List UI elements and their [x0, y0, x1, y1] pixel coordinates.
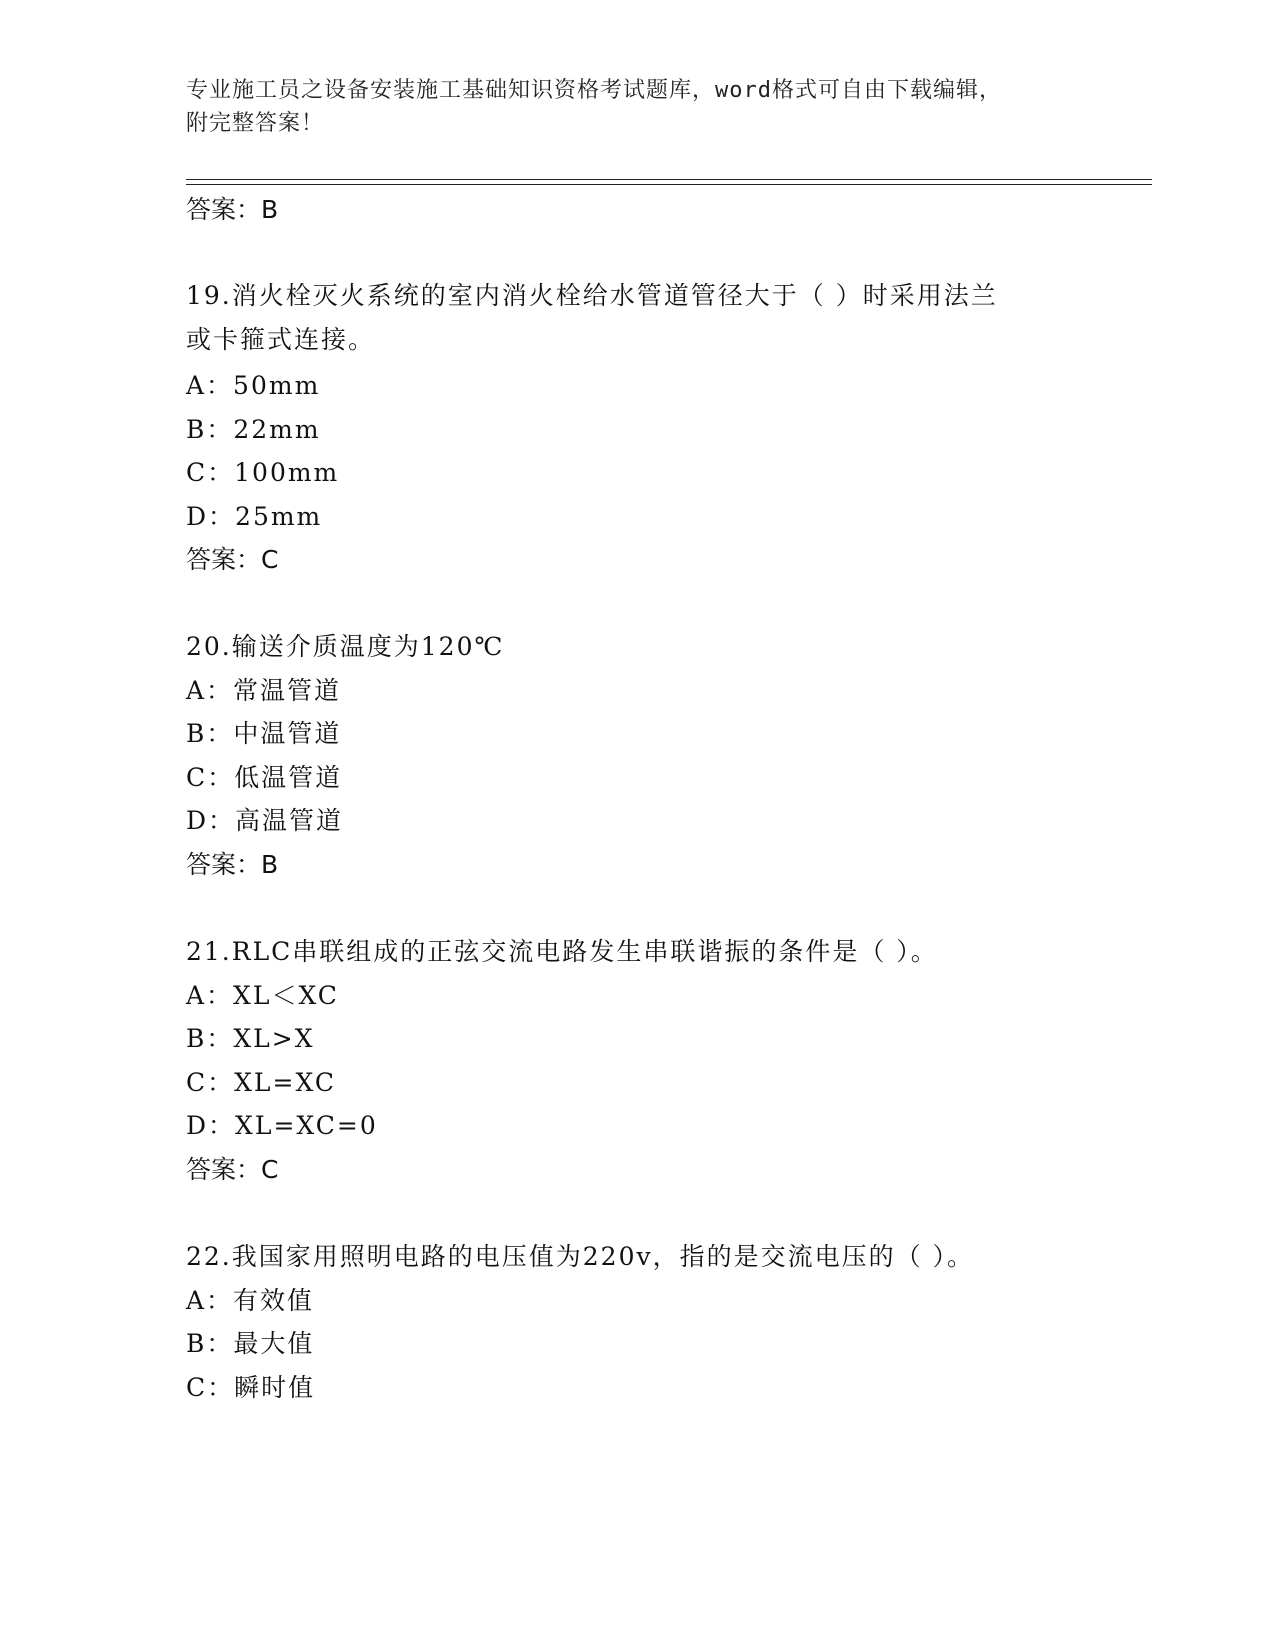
question-22-option-b: B：最大值: [186, 1329, 315, 1358]
question-19-stem-line-2: 或卡箍式连接。: [186, 325, 376, 354]
question-19-option-c: C：100mm: [186, 458, 340, 487]
header-rule-top: [186, 179, 1152, 180]
question-19-option-b: B：22mm: [186, 415, 321, 444]
question-21-option-d: D：XL=XC=0: [186, 1111, 378, 1140]
header-rule-bottom: [186, 184, 1152, 185]
question-21-option-b: B：XL>X: [186, 1024, 315, 1053]
question-22-option-c: C：瞬时值: [186, 1373, 316, 1402]
question-19-answer: 答案：C: [186, 545, 279, 574]
previous-answer: 答案：B: [186, 195, 279, 224]
header-title-line-2: 附完整答案！: [186, 111, 325, 136]
question-19-option-d: D：25mm: [186, 502, 323, 531]
question-21-stem: 21.RLC串联组成的正弦交流电路发生串联谐振的条件是（ ）。: [186, 937, 938, 966]
question-20-stem: 20.输送介质温度为120℃: [186, 632, 505, 661]
question-21-answer: 答案：C: [186, 1155, 279, 1184]
question-20-option-b: B：中温管道: [186, 719, 342, 748]
question-21-option-c: C：XL=XC: [186, 1068, 336, 1097]
question-22-stem: 22.我国家用照明电路的电压值为220v，指的是交流电压的（ ）。: [186, 1242, 975, 1271]
document-header: [186, 74, 1066, 140]
question-19-option-a: A：50mm: [186, 371, 321, 400]
question-19-stem-line-1: 19.消火栓灭火系统的室内消火栓给水管道管径大于（ ）时采用法兰: [186, 281, 998, 310]
header-title-line-1: 专业施工员之设备安装施工基础知识资格考试题库，word格式可自由下载编辑，: [186, 78, 1002, 103]
question-20-option-d: D：高温管道: [186, 806, 344, 835]
question-21-option-a: A：XL＜XC: [186, 981, 339, 1010]
question-20-option-c: C：低温管道: [186, 763, 343, 792]
question-22-option-a: A：有效值: [186, 1286, 315, 1315]
question-20-answer: 答案：B: [186, 850, 279, 879]
question-20-option-a: A：常温管道: [186, 676, 342, 705]
